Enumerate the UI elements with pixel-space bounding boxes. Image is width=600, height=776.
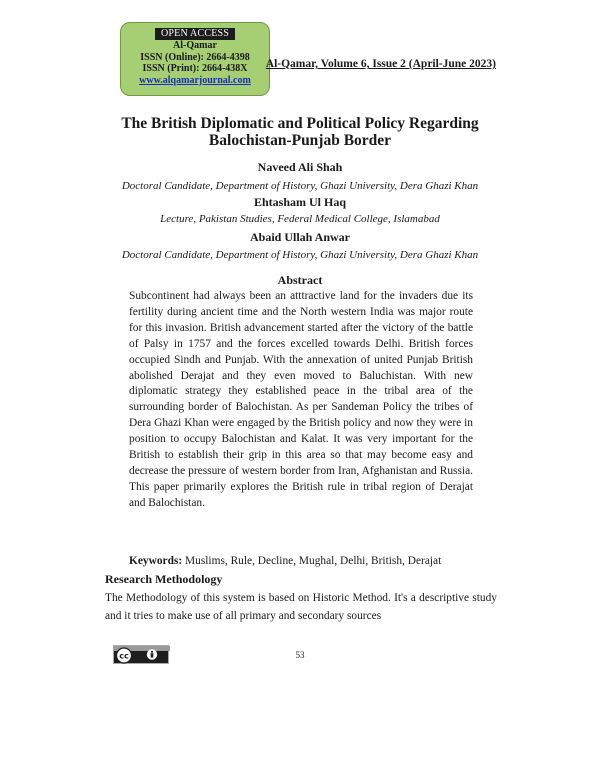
keywords [129, 555, 441, 567]
keywords-text: Muslims, Rule, Decline, Mughal, Delhi, British, Derajat [185, 555, 442, 567]
author-name: Abaid Ullah Anwar [249, 230, 351, 244]
svg-text:cc: cc [119, 651, 129, 661]
journal-reference: Al-Qamar, Volume 6, Issue 2 (April-June 2023) [265, 58, 496, 70]
title-line-1: The British Diplomatic and Political Policy Regarding [121, 115, 479, 132]
creative-commons-by-icon[interactable] [113, 645, 169, 664]
open-access-badge: OPEN ACCESS [155, 28, 235, 40]
issn-online: ISSN (Online): 2664-4398 [140, 51, 250, 63]
journal-website-link[interactable]: www.alqamarjournal.com [139, 74, 251, 86]
journal-info-box [120, 22, 270, 96]
author-affiliation: Lecture, Pakistan Studies, Federal Medical College, Islamabad [160, 213, 440, 225]
author-name: Naveed Ali Shah [257, 160, 343, 174]
abstract-heading: Abstract [277, 273, 323, 287]
abstract-text: Subcontinent had always been an atttractive land for the invaders due its fertility during ancient time and the North western India was major route for this invasion. British advancement started after the victory of the battle of Palsy in 1757 and the forces excelled towards Delhi. British forces occupied Sindh and Punjab. With the annexation of united Punjab British abolished Derajat and they even moved to Baluchistan. With new diplomatic strategy they established peace in the tribal area of the surrounding border of Balochistan. As per Sandeman Policy the tribes of Dera Ghazi Khan were engaged by the British policy and now they were in position to occupy Balochistan and Kalat. It was very important for the British to establish their grip in this area so that may become easy and decrease the pressure of western border from Iran, Afghanistan and Russia. This paper primarily explores the British rule in tribal region of Derajat and Balochistan. [129, 290, 473, 509]
keywords-label: Keywords: [129, 555, 183, 567]
article-title [100, 115, 500, 149]
section-text: The Methodology of this system is based on Historic Method. It's a descriptive study and it tries to make use of all primary and secondary sources [105, 592, 497, 622]
title-line-2: Balochistan-Punjab Border [208, 132, 392, 149]
author-affiliation: Doctoral Candidate, Department of History, Ghazi University, Dera Ghazi Khan [121, 180, 479, 192]
cc-license-graphic [114, 646, 170, 665]
section-heading: Research Methodology [105, 572, 223, 586]
issn-print: ISSN (Print): 2664-438X [142, 63, 248, 74]
author-name: Ehtasham Ul Haq [253, 195, 347, 209]
author-affiliation: Doctoral Candidate, Department of History, Ghazi University, Dera Ghazi Khan [121, 249, 479, 261]
page-number: 53 [295, 650, 305, 660]
journal-name: Al-Qamar [173, 40, 217, 51]
